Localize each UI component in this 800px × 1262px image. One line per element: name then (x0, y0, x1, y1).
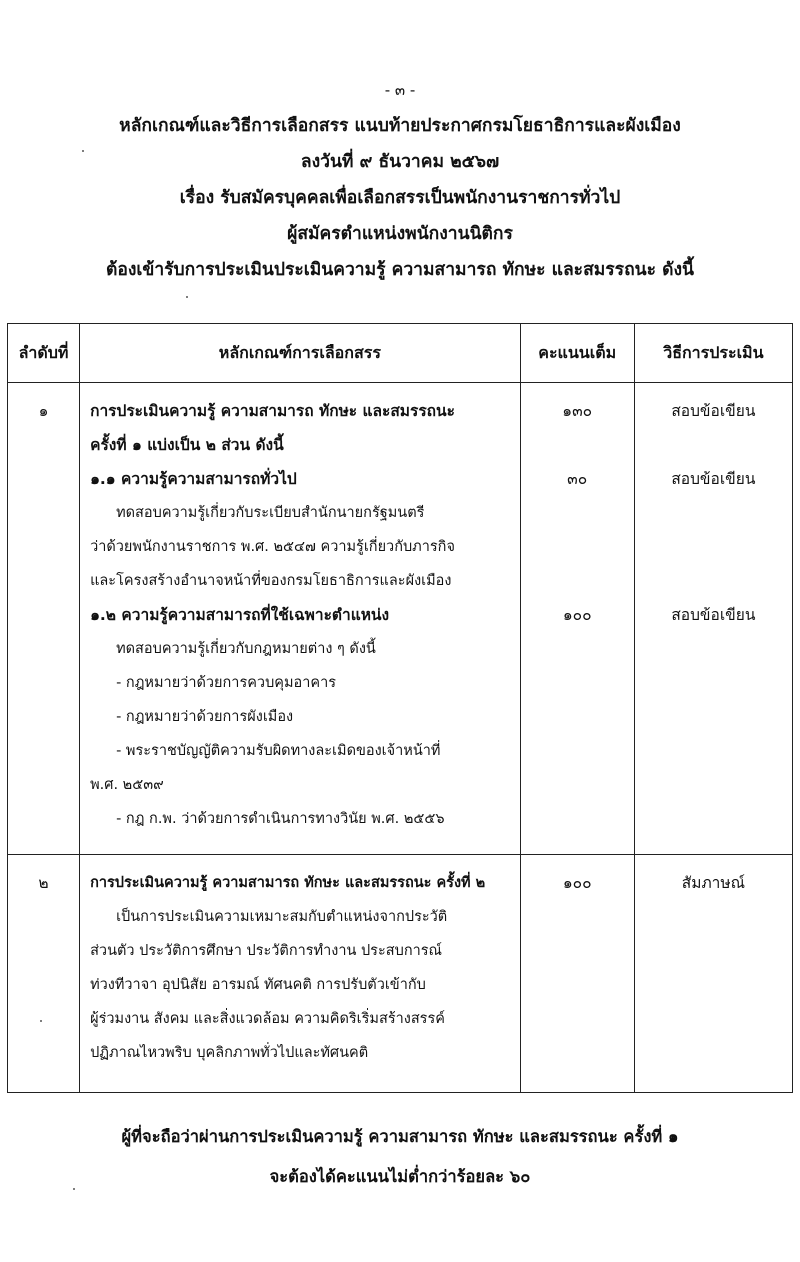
footer-line1: ผู้ที่จะถือว่าผ่านการประเมินความรู้ ความสามารถ ทักษะ และสมรรถนะ ครั้งที่ ๑ (121, 1127, 679, 1146)
header-title: หลักเกณฑ์และวิธีการเลือกสรร แนบท้ายประกาศกรมโยธาธิการและผังเมือง (119, 116, 681, 136)
table-row (8, 383, 793, 855)
header-subject: เรื่อง รับสมัครบุคคลเพื่อเลือกสรรเป็นพนักงานราชการทั่วไป (179, 188, 621, 208)
row1-score-cell (520, 383, 634, 855)
row2-method-cell (634, 855, 792, 1093)
criteria-table (7, 323, 793, 1093)
header-criteria: หลักเกณฑ์การเลือกสรร (80, 324, 521, 383)
law-item: - กฎ ก.พ. ว่าด้วยการดำเนินการทางวินัย พ.ศ. ๒๕๕๖ (116, 811, 445, 827)
scan-speck (82, 150, 84, 152)
scan-speck (186, 296, 188, 298)
row2-score: ๑๐๐ (562, 874, 592, 892)
page-number: - ๓ - (384, 81, 416, 99)
row2-desc-line5: ปฏิภาณไหวพริบ บุคลิกภาพทั่วไปและทัศนคติ (90, 1045, 369, 1061)
row1-title-line2: ครั้งที่ ๑ แบ่งเป็น ๒ ส่วน ดังนี้ (90, 436, 284, 454)
row1-total-score: ๑๓๐ (562, 402, 593, 420)
row1-method-cell (634, 383, 792, 855)
row2-desc-line3: ท่วงทีวาจา อุปนิสัย อารมณ์ ทัศนคติ การปรับตัวเข้ากับ (90, 977, 426, 993)
law-item-continued: พ.ศ. ๒๕๓๙ (90, 777, 164, 793)
sub1-desc-line3: และโครงสร้างอำนาจหน้าที่ของกรมโยธาธิการและผังเมือง (90, 573, 452, 589)
header-intro: ต้องเข้ารับการประเมินประเมินความรู้ ความสามารถ ทักษะ และสมรรถนะ ดังนี้ (105, 260, 695, 280)
table-row (8, 855, 793, 1093)
row1-criteria-cell (80, 383, 521, 855)
header-date: ลงวันที่ ๙ ธันวาคม ๒๕๖๗ (300, 152, 500, 172)
sub2-title: ๑.๒ ความรู้ความสามารถที่ใช้เฉพาะตำแหน่ง (90, 606, 390, 624)
document-footer (0, 1117, 800, 1197)
row2-desc-line4: ผู้ร่วมงาน สังคม และสิ่งแวดล้อม ความคิดริเริ่มสร้างสรรค์ (90, 1011, 445, 1027)
row2-no: ๒ (38, 874, 49, 892)
row1-total-method: สอบข้อเขียน (671, 402, 756, 420)
row2-score-cell (520, 855, 634, 1093)
header-score: คะแนนเต็ม (520, 324, 634, 383)
row2-no-cell (8, 855, 80, 1093)
row1-no: ๑ (38, 402, 49, 420)
row1-no-cell (8, 383, 80, 855)
header-position: ผู้สมัครตำแหน่งพนักงานนิติกร (287, 224, 513, 244)
sub1-score: ๓๐ (567, 470, 588, 488)
sub1-desc-line1: ทดสอบความรู้เกี่ยวกับระเบียบสำนักนายกรัฐมนตรี (116, 505, 425, 521)
footer-line2: จะต้องได้คะแนนไม่ต่ำกว่าร้อยละ ๖๐ (269, 1167, 531, 1186)
sub2-desc: ทดสอบความรู้เกี่ยวกับกฎหมายต่าง ๆ ดังนี้ (116, 641, 376, 657)
law-item: - กฎหมายว่าด้วยการผังเมือง (116, 709, 294, 725)
sub1-method: สอบข้อเขียน (671, 470, 756, 488)
sub2-method: สอบข้อเขียน (671, 606, 756, 624)
sub1-title: ๑.๑ ความรู้ความสามารถทั่วไป (90, 470, 297, 488)
row2-criteria-cell (80, 855, 521, 1093)
row2-desc-line1: เป็นการประเมินความเหมาะสมกับตำแหน่งจากประวัติ (116, 909, 448, 925)
row2-desc-line2: ส่วนตัว ประวัติการศึกษา ประวัติการทำงาน ประสบการณ์ (90, 943, 442, 959)
law-item: - กฎหมายว่าด้วยการควบคุมอาคาร (116, 675, 337, 691)
law-item: - พระราชบัญญัติความรับผิดทางละเมิดของเจ้าหน้าที่ (116, 743, 441, 759)
header-no: ลำดับที่ (8, 324, 80, 383)
row1-title-line1: การประเมินความรู้ ความสามารถ ทักษะ และสมรรถนะ (90, 402, 455, 420)
document-header (0, 108, 800, 288)
sub2-score: ๑๐๐ (562, 606, 592, 624)
row2-title: การประเมินความรู้ ความสามารถ ทักษะ และสมรรถนะ ครั้งที่ ๒ (90, 875, 486, 891)
row2-method: สัมภาษณ์ (681, 874, 745, 892)
table-header-row (8, 324, 793, 383)
sub1-desc-line2: ว่าด้วยพนักงานราชการ พ.ศ. ๒๕๔๗ ความรู้เกี่ยวกับภารกิจ (90, 539, 455, 555)
header-method: วิธีการประเมิน (634, 324, 792, 383)
